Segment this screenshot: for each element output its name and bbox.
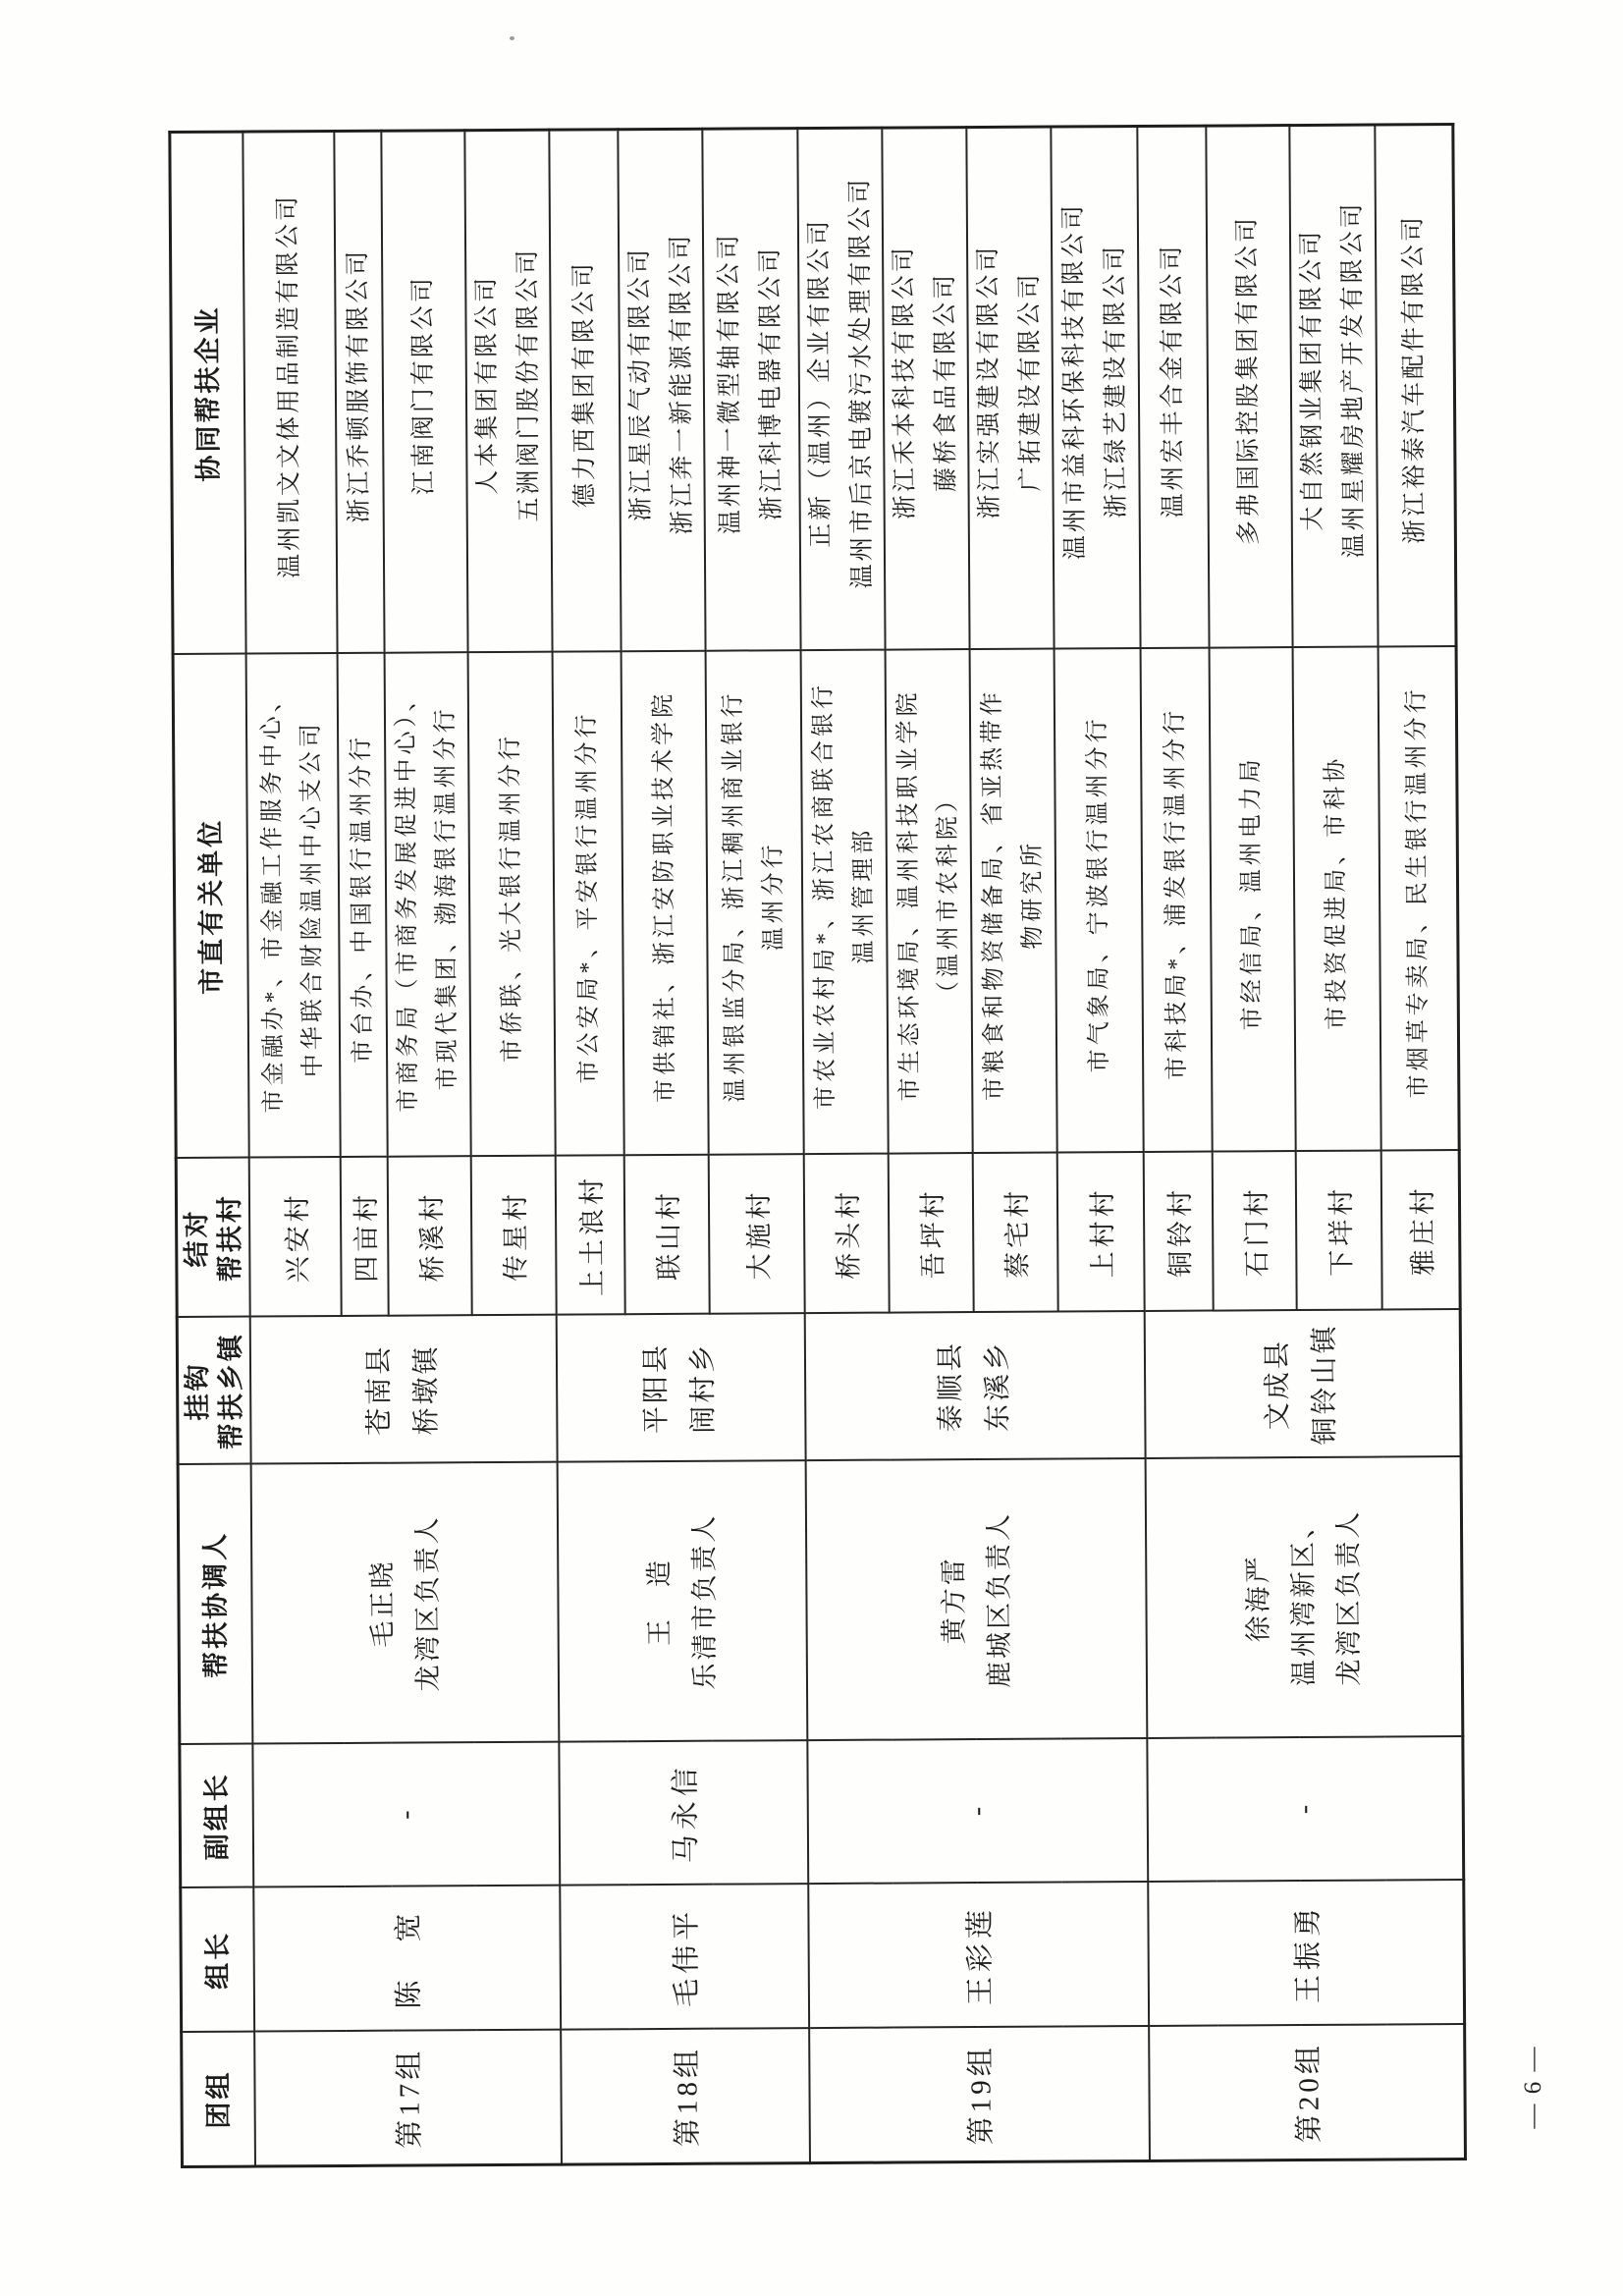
town-county: 文成县 <box>1263 1339 1294 1431</box>
units-cell <box>969 649 1056 1154</box>
companies-cell <box>797 128 885 651</box>
company-line: 温州星耀房地产开发有限公司 <box>1338 200 1369 559</box>
company-line: 藤桥食品有限公司 <box>931 271 960 493</box>
town-county: 苍南县 <box>363 1343 395 1436</box>
units-cell <box>621 651 708 1156</box>
header-village <box>176 1158 249 1317</box>
village-cell: 上村村 <box>1056 1152 1144 1312</box>
company-line: 人本集团有限公司 <box>472 274 502 495</box>
units-line: 温州分行 <box>760 841 787 952</box>
village-cell: 兴安村 <box>248 1157 341 1317</box>
units-cell <box>800 650 888 1155</box>
assignment-table <box>168 123 1467 2168</box>
group-17-coordinator <box>250 1462 559 1744</box>
company-line: 五洲阀门股份有限公司 <box>514 246 543 522</box>
units-cell <box>1292 647 1380 1152</box>
header-group: 团组 <box>182 2032 255 2166</box>
header-town-line1: 挂钩 <box>182 1361 213 1421</box>
units-line: 市现代集团、渤海银行温州分行 <box>432 705 461 1091</box>
table-row <box>797 128 894 2162</box>
group-19-town <box>804 1311 1145 1460</box>
companies-cell <box>966 127 1054 650</box>
company-line: 浙江禾本科技有限公司 <box>890 245 919 520</box>
units-line: 市侨联、光大银行温州分行 <box>497 732 525 1063</box>
group-19-deputy: - <box>807 1738 1148 1884</box>
units-cell <box>384 653 470 1158</box>
header-companies: 协同帮扶企业 <box>170 132 245 654</box>
header-leader: 组长 <box>181 1887 254 2032</box>
village-cell: 蔡宅村 <box>972 1153 1057 1313</box>
group-18-leader: 毛伟平 <box>560 1885 809 2031</box>
village-cell: 下垟村 <box>1295 1151 1381 1311</box>
company-line: 广拓建设有限公司 <box>1015 271 1045 492</box>
group-17-town <box>249 1315 557 1464</box>
town-county: 平阳县 <box>640 1341 673 1435</box>
units-line: 市科技局*、浦发银行温州分行 <box>1162 706 1190 1080</box>
header-village-line2: 帮扶村 <box>214 1193 245 1283</box>
units-line: 市生态环境局、温州科技职业学院 <box>894 688 923 1102</box>
scan-speck <box>510 36 514 40</box>
header-town-line2: 帮扶乡镇 <box>215 1332 246 1450</box>
company-line: 浙江乔顿服饰有限公司 <box>344 247 373 523</box>
table-row <box>1137 126 1218 2160</box>
units-line: 市金融办*、市金融工作服务中心、 <box>258 684 288 1114</box>
companies-cell <box>1289 125 1378 648</box>
company-line: 大自然钢业集团有限公司 <box>1297 228 1326 531</box>
header-village-line1: 结对 <box>181 1208 212 1268</box>
companies-cell <box>702 129 800 652</box>
company-line: 温州市后京电镀污水处理有限公司 <box>846 176 876 589</box>
group-17-label: 第17组 <box>254 2030 562 2166</box>
company-line: 正新（温州）企业有限公司 <box>805 217 835 548</box>
table-row <box>243 132 347 2167</box>
group-20-town <box>1144 1310 1461 1459</box>
header-deputy: 副组长 <box>180 1744 253 1887</box>
group-18-deputy: 马永信 <box>559 1741 808 1886</box>
group-20-leader: 王振勇 <box>1148 1881 1465 2027</box>
header-coordinator: 帮扶协调人 <box>178 1464 252 1744</box>
group-19-coordinator <box>805 1458 1147 1740</box>
units-line: 市农业农村局*、浙江农商联合银行 <box>810 681 839 1111</box>
coordinator-name: 黄方雷 <box>938 1556 969 1645</box>
companies-cell <box>1051 127 1140 650</box>
coordinator-title: 龙湾区负责人 <box>411 1514 443 1692</box>
company-line: 江南阀门有限公司 <box>409 275 438 496</box>
company-line: 温州神一微型轴有限公司 <box>715 232 744 535</box>
company-line: 德力西集团有限公司 <box>569 260 599 509</box>
village-cell: 四亩村 <box>340 1157 388 1316</box>
coordinator-name: 徐海严 <box>1243 1554 1273 1643</box>
village-cell: 联山村 <box>623 1155 709 1315</box>
town-township: 铜铃山镇 <box>1310 1323 1341 1446</box>
company-line: 多弗国际控股集团有限公司 <box>1233 214 1263 546</box>
company-line: 温州宏丰合金有限公司 <box>1158 243 1187 519</box>
coordinator-title: 鹿城区负责人 <box>983 1510 1014 1688</box>
company-line: 浙江奔一新能源有限公司 <box>667 232 696 535</box>
units-line: 市气象局、宁波银行温州分行 <box>1084 715 1112 1073</box>
header-town <box>177 1317 250 1464</box>
companies-cell <box>549 130 621 652</box>
town-township: 东溪乡 <box>982 1339 1013 1433</box>
units-line: 市公安局*、平安银行温州分行 <box>573 710 602 1084</box>
companies-cell <box>882 128 969 651</box>
units-line: 市投资促进局、市科协 <box>1323 754 1350 1030</box>
company-line: 浙江裕泰汽车配件有限公司 <box>1400 213 1430 545</box>
units-line: 市商务局（市商务发展促进中心）、 <box>393 683 422 1113</box>
village-cell: 石门村 <box>1212 1152 1296 1312</box>
group-19-label: 第19组 <box>809 2026 1150 2162</box>
village-cell: 传星村 <box>470 1156 556 1316</box>
rotated-table-container <box>168 126 1438 2168</box>
company-line: 温州市益科环保科技有限公司 <box>1059 202 1089 561</box>
units-cell <box>885 650 972 1155</box>
coordinator-title: 龙湾区负责人 <box>1333 1508 1365 1686</box>
coordinator-name: 王 造 <box>644 1557 675 1647</box>
coordinator-name: 毛正晓 <box>366 1558 398 1648</box>
units-cell <box>1209 648 1295 1153</box>
units-line: 市经信局、温州电力局 <box>1238 755 1266 1031</box>
units-line: 市粮食和物资储备局、省亚热带作 <box>979 687 1007 1101</box>
companies-cell <box>1206 126 1292 649</box>
units-line: 中华联合财险温州中心支公司 <box>298 720 327 1078</box>
companies-cell <box>618 129 705 652</box>
company-line: 温州凯文文体用品制造有限公司 <box>274 192 304 579</box>
village-cell: 雅庄村 <box>1380 1151 1460 1310</box>
group-17-leader: 陈 宽 <box>253 1886 561 2032</box>
coordinator-title: 温州湾新区、 <box>1288 1508 1320 1687</box>
companies-cell <box>334 131 384 653</box>
companies-cell <box>1137 126 1209 648</box>
companies-cell <box>243 132 337 655</box>
units-cell <box>1140 648 1212 1152</box>
units-line: 市供销社、浙江安防职业技术学院 <box>650 689 678 1104</box>
units-cell <box>1054 649 1143 1154</box>
town-township: 闹村乡 <box>687 1341 720 1434</box>
company-line: 浙江实强建设有限公司 <box>974 244 1003 519</box>
units-line: 物研究所 <box>1019 839 1046 950</box>
header-row <box>170 132 255 2166</box>
coordinator-title: 乐清市负责人 <box>688 1512 721 1690</box>
units-cell <box>705 651 803 1156</box>
village-cell: 大施村 <box>708 1155 804 1315</box>
units-line: 市台办、中国银行温州分行 <box>348 733 376 1064</box>
group-17-deputy: - <box>252 1742 560 1887</box>
units-cell <box>467 652 555 1157</box>
units-cell <box>1378 647 1459 1151</box>
group-18-coordinator <box>557 1461 807 1743</box>
units-line: 温州管理部 <box>850 826 878 964</box>
units-line: 温州银监分局、浙江稠州商业银行 <box>720 689 749 1103</box>
units-line: 市烟草专卖局、民生银行温州分行 <box>1404 685 1433 1099</box>
group-18-town <box>556 1314 805 1463</box>
village-cell: 桥溪村 <box>387 1157 471 1317</box>
header-units: 市直有关单位 <box>173 654 248 1158</box>
table-row <box>549 130 630 2164</box>
village-cell: 吾坪村 <box>888 1154 973 1314</box>
companies-cell <box>381 131 467 654</box>
village-cell: 上土浪村 <box>555 1156 624 1315</box>
group-20-deputy: - <box>1147 1737 1464 1883</box>
units-cell <box>245 653 340 1158</box>
town-county: 泰顺县 <box>935 1340 966 1433</box>
companies-cell <box>1375 125 1456 647</box>
group-18-label: 第18组 <box>561 2029 810 2165</box>
group-20-coordinator <box>1145 1457 1463 1739</box>
group-19-leader: 王彩莲 <box>808 1882 1149 2028</box>
village-cell: 铜铃村 <box>1143 1152 1213 1311</box>
companies-cell <box>464 130 552 653</box>
page-number: — 6 — <box>1520 2045 1546 2129</box>
company-line: 浙江星辰气动有限公司 <box>625 246 655 521</box>
units-line: （温州市农科院） <box>934 785 962 1006</box>
town-township: 桥墩镇 <box>410 1343 442 1436</box>
group-20-label: 第20组 <box>1149 2025 1466 2161</box>
company-line: 浙江绿艺建设有限公司 <box>1101 243 1130 519</box>
units-cell <box>337 653 387 1157</box>
company-line: 浙江科博电器有限公司 <box>757 245 785 521</box>
village-cell: 桥头村 <box>803 1154 889 1314</box>
units-cell <box>552 652 623 1156</box>
